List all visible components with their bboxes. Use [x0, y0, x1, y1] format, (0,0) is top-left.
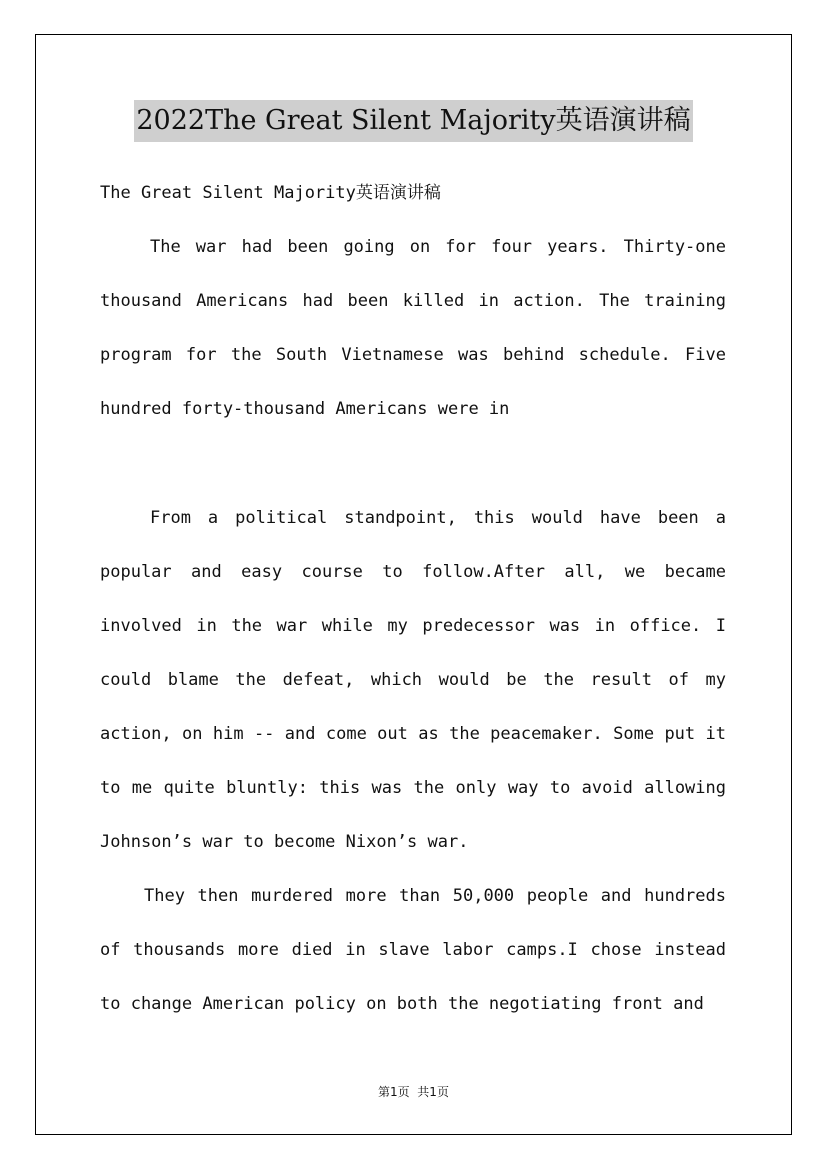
paragraph-2: From a political standpoint, this would have been a popular and easy course to follow.After all, we became involved in the war while my predecessor was in office. I could blame the defeat, which would be the result of my action, on him -- and come out as the peacemaker. Some put it to me quite bluntly: this was the only way to avoid allowing Johnson’s war to become Nixon’s war. [100, 508, 726, 852]
paragraph-1: The war had been going on for four years. Thirty-one thousand Americans had been killed in action. The training program for the South Vietnamese was behind schedule. Five hundred forty-thousand Americans were in [100, 237, 726, 419]
title-container [0, 100, 827, 142]
document-title: 2022The Great Silent Majority英语演讲稿 [134, 100, 692, 142]
document-body [100, 166, 726, 1031]
paragraph-3: They then murdered more than 50,000 people and hundreds of thousands more died in slave labor camps.I chose instead to change American policy on both the negotiating front and [100, 886, 726, 1014]
document-subtitle: The Great Silent Majority英语演讲稿 [100, 183, 441, 203]
page-footer: 第1页 共1页 [378, 1085, 449, 1099]
